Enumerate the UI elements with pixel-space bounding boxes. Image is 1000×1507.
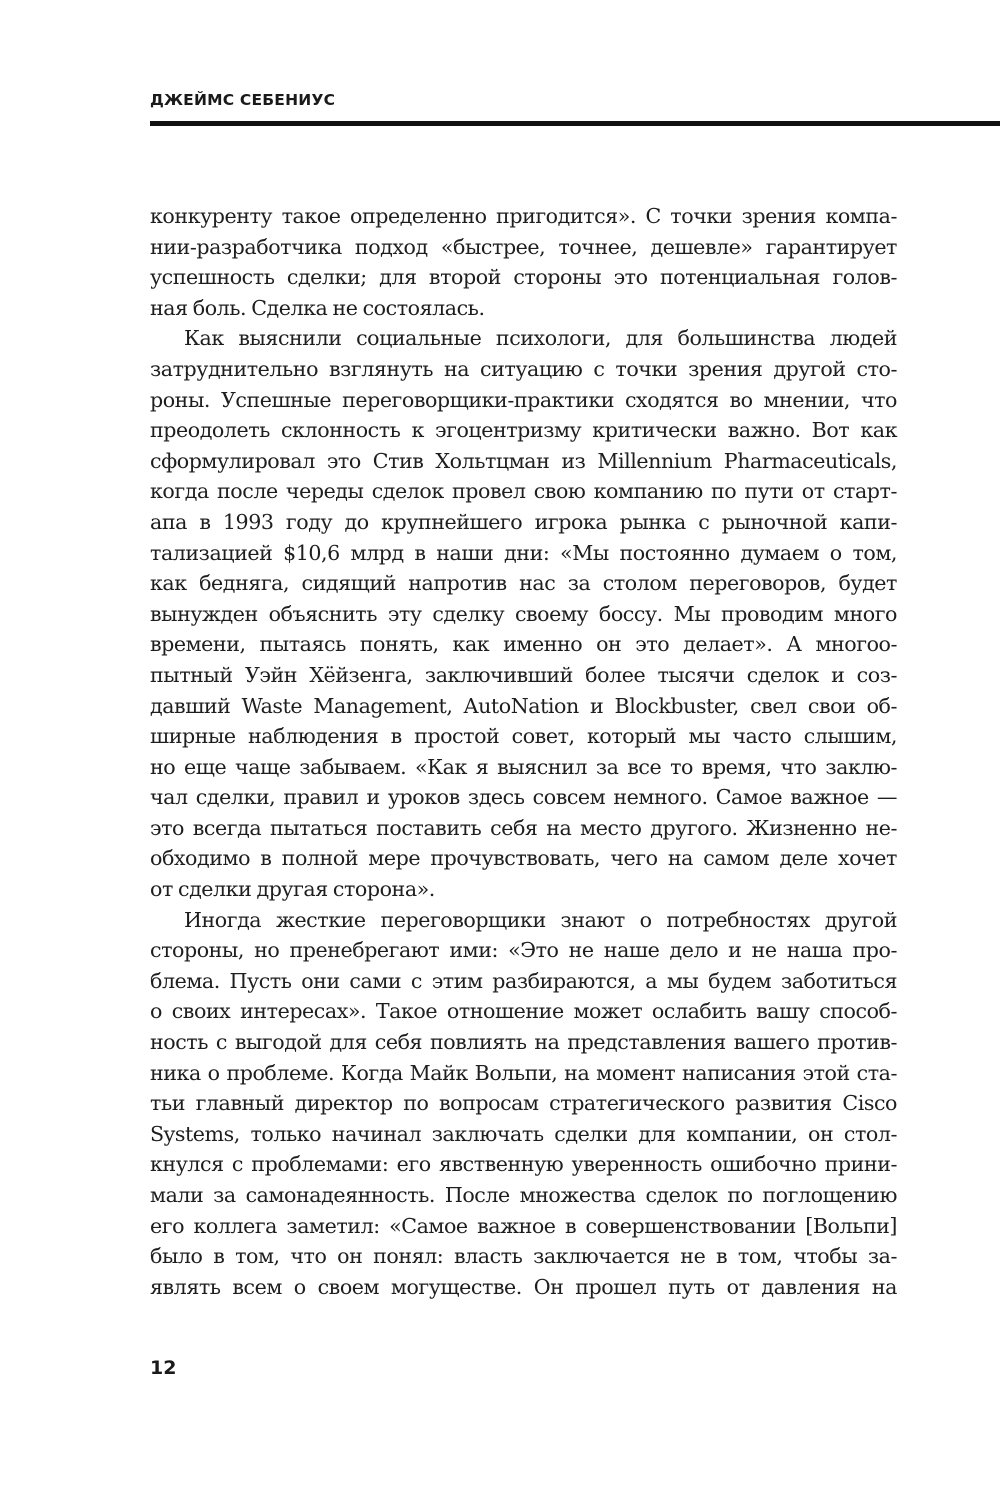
text-line: ность с выгодой для себя повлиять на представления вашего против- <box>150 1030 897 1055</box>
body-text <box>150 201 897 1302</box>
paragraph <box>150 905 897 1303</box>
paragraph <box>150 201 897 323</box>
text-line: ника о проблеме. Когда Майк Вольпи, на момент написания этой ста- <box>150 1060 897 1085</box>
text-line: обходимо в полной мере прочувствовать, чего на самом деле хочет <box>150 846 897 871</box>
text-line: чал сделки, правил и уроков здесь совсем немного. Самое важное — <box>150 785 897 810</box>
text-line: тализацией $10,6 млрд в наши дни: «Мы постоянно думаем о том, <box>150 540 897 565</box>
text-line: преодолеть склонность к эгоцентризму критически важно. Вот как <box>150 418 897 443</box>
text-line: времени, пытаясь понять, как именно он это делает». А многоо- <box>150 632 897 657</box>
text-line: ширные наблюдения в простой совет, который мы часто слышим, <box>150 724 897 749</box>
text-line: тьи главный директор по вопросам стратегического развития Cisco <box>150 1091 897 1116</box>
running-title: ДЖЕЙМС СЕБЕНИУС <box>150 91 336 109</box>
text-line: успешность сделки; для второй стороны это потенциальная голов- <box>150 265 897 290</box>
text-line: мали за самонадеянность. После множества сделок по поглощению <box>150 1183 897 1207</box>
text-line: роны. Успешные переговорщики-практики сходятся во мнении, что <box>150 387 897 412</box>
text-line: когда после череды сделок провел свою компанию по пути от старт- <box>150 479 897 504</box>
text-line: это всегда пытаться поставить себя на место другого. Жизненно не- <box>150 815 897 840</box>
text-line: было в том, что он понял: власть заключается не в том, чтобы за- <box>150 1244 897 1269</box>
text-line: но еще чаще забываем. «Как я выяснил за все то время, что заклю- <box>150 754 897 779</box>
paragraph <box>150 323 897 904</box>
text-line: Systems, только начинал заключать сделки для компании, он стол- <box>150 1121 897 1146</box>
text-line: кнулся с проблемами: его явственную уверенность ошибочно прини- <box>150 1152 897 1177</box>
text-line: как бедняга, сидящий напротив нас за столом переговоров, будет <box>150 571 897 596</box>
text-line: пытный Уэйн Хёйзенга, заключивший более тысячи сделок и соз- <box>150 662 897 687</box>
text-line: блема. Пусть они сами с этим разбираются, а мы будем заботиться <box>150 968 897 993</box>
text-line: его коллега заметил: «Самое важное в совершенствовании [Вольпи] <box>150 1213 897 1238</box>
header-rule <box>150 121 1000 126</box>
page-number: 12 <box>150 1357 177 1379</box>
text-line: сформулировал это Стив Хольтцман из Millennium Pharmaceuticals, <box>150 448 897 473</box>
text-line: ная боль. Сделка не состоялась. <box>150 295 485 320</box>
text-line: Иногда жесткие переговорщики знают о потребностях другой <box>184 907 897 932</box>
text-line: о своих интересах». Такое отношение может ослабить вашу способ- <box>150 999 897 1024</box>
text-line: являть всем о своем могуществе. Он прошел путь от давления на <box>150 1274 897 1299</box>
text-line: затруднительно взглянуть на ситуацию с точки зрения другой сто- <box>150 356 897 381</box>
text-line: апа в 1993 году до крупнейшего игрока рынка с рыночной капи- <box>150 509 897 534</box>
text-line: от сделки другая сторона». <box>150 877 435 902</box>
text-line: Как выяснили социальные психологи, для большинства людей <box>184 326 897 351</box>
text-line: вынужден объяснить эту сделку своему боссу. Мы проводим много <box>150 601 897 626</box>
text-line: конкуренту такое определенно пригодится». С точки зрения компа- <box>150 204 897 228</box>
text-line: нии-разработчика подход «быстрее, точнее, дешевле» гарантирует <box>150 234 897 259</box>
text-line: давший Waste Management, AutoNation и Blockbuster, свел свои об- <box>150 693 897 718</box>
text-line: стороны, но пренебрегают ими: «Это не наше дело и не наша про- <box>150 938 897 963</box>
